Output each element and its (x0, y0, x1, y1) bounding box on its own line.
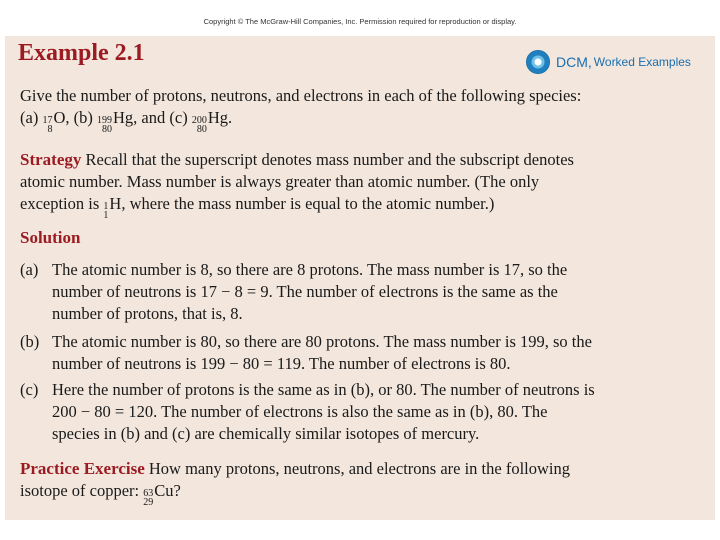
label-and-c: and (c) (141, 108, 188, 127)
strategy-line-2: atomic number. Mass number is always greater than atomic number. (The only (20, 172, 540, 191)
question (20, 85, 695, 134)
item-line: 200 − 80 = 120. The number of electrons is also the same as in (b), 80. The (52, 402, 548, 421)
strategy-text-3-pre: exception is (20, 194, 100, 213)
strategy-text-1: Recall that the superscript denotes mass number and the subscript denotes (85, 150, 574, 169)
strategy-heading: Strategy (20, 150, 82, 169)
mass-number: 17 (42, 115, 53, 126)
example-title: Example 2.1 (18, 40, 145, 66)
copyright-notice: Copyright © The McGraw-Hill Companies, Inc. Permission required for reproduction or display. (203, 17, 517, 26)
solution-item-c (20, 379, 695, 445)
atomic-number: 29 (143, 497, 154, 508)
question-line-2 (20, 107, 695, 134)
mass-number: 1 (103, 201, 109, 212)
nuclide-hg200 (192, 107, 232, 134)
practice-line-1 (20, 458, 695, 480)
practice-section (20, 458, 695, 507)
item-line: The atomic number is 8, so there are 8 protons. The mass number is 17, so the (52, 260, 568, 279)
item-line: The atomic number is 80, so there are 80 protons. The mass number is 199, so the (52, 332, 592, 351)
question-line-1: Give the number of protons, neutrons, and electrons in each of the following species: (20, 86, 582, 105)
mass-number: 63 (143, 488, 154, 499)
practice-text-2-pre: isotope of copper: (20, 481, 140, 500)
practice-line-2 (20, 480, 695, 507)
practice-heading: Practice Exercise (20, 459, 145, 478)
disc-icon (526, 50, 550, 74)
dcm-worked-examples-link[interactable] (526, 49, 691, 75)
atomic-number: 8 (47, 124, 53, 135)
strategy-text-3-post: where the mass number is equal to the atomic number.) (129, 194, 495, 213)
solution-item-a (20, 259, 695, 325)
item-label: (b) (20, 332, 40, 351)
mass-number: 199 (97, 115, 112, 126)
item-line: Here the number of protons is the same as in (b), or 80. The number of neutrons is (52, 380, 595, 399)
solution-heading: Solution (20, 228, 81, 247)
worked-examples-label: Worked Examples (593, 55, 691, 69)
nuclide-hg199 (97, 107, 137, 134)
item-label: (c) (20, 380, 39, 399)
item-line: number of neutrons is 17 − 8 = 9. The number of electrons is the same as the (52, 282, 558, 301)
element-symbol: Hg. (207, 108, 233, 127)
atomic-number: 80 (102, 124, 112, 135)
item-line: species in (b) and (c) are chemically similar isotopes of mercury. (52, 424, 480, 443)
element-symbol: Hg, (113, 108, 138, 127)
dcm-label: DCM, (556, 54, 592, 70)
item-line: number of protons, that is, 8. (52, 304, 243, 323)
element-symbol: H, (109, 194, 126, 213)
strategy-line-1 (20, 149, 695, 171)
element-symbol: Cu? (154, 481, 181, 500)
atomic-number: 80 (196, 124, 207, 135)
practice-text-1: How many protons, neutrons, and electrons are in the following (148, 459, 571, 478)
element-symbol: O, (53, 108, 70, 127)
strategy-section (20, 149, 695, 220)
nuclide-cu63 (143, 480, 181, 507)
item-line: number of neutrons is 199 − 80 = 119. The number of electrons is 80. (52, 354, 511, 373)
solution-heading-row (20, 227, 695, 249)
item-label: (a) (20, 260, 39, 279)
mass-number: 200 (191, 115, 207, 126)
solution-item-b (20, 331, 695, 375)
nuclide-o17 (42, 107, 69, 134)
nuclide-h1 (103, 193, 125, 220)
label-a: (a) (20, 108, 39, 127)
label-b: (b) (73, 108, 93, 127)
strategy-line-3 (20, 193, 695, 220)
atomic-number: 1 (103, 210, 109, 221)
